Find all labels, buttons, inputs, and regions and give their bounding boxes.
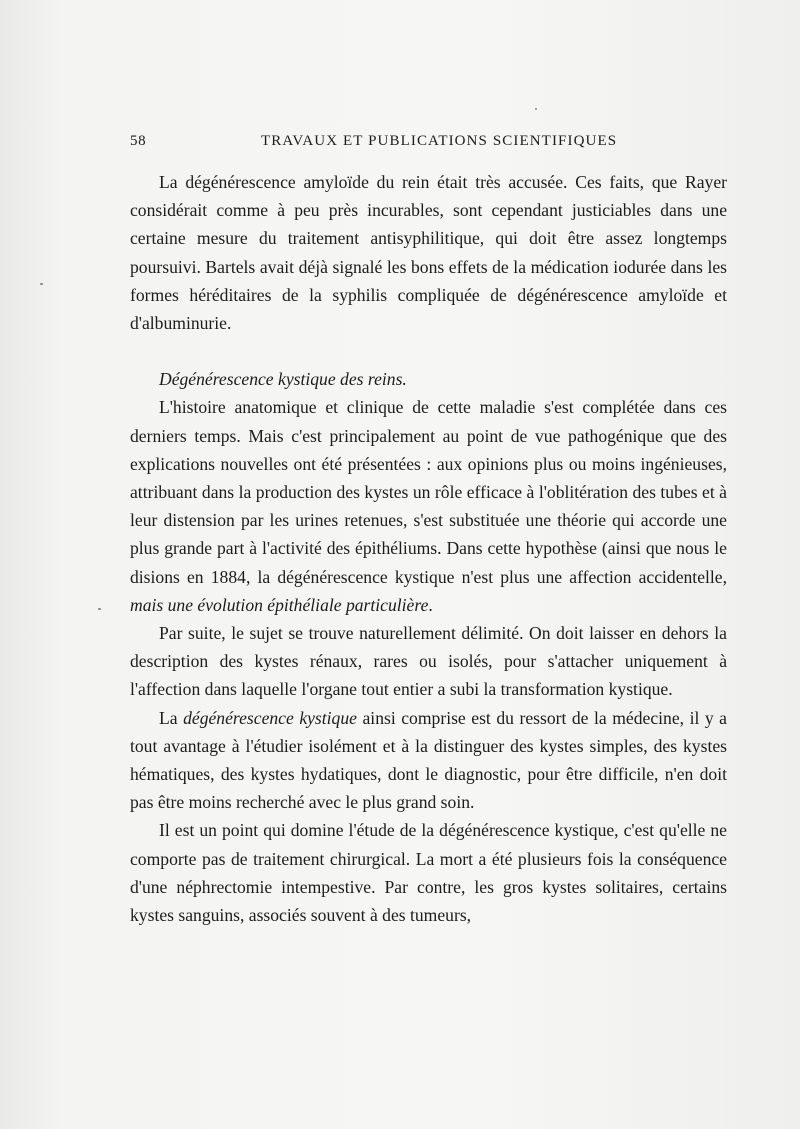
paragraph-amyloid: La dégénérescence amyloïde du rein était très accusée. Ces faits, que Rayer considérait comme à peu près incurables, sont cependant justiciables dans une certaine mesure du traitement antisyphilitique, qui doit être assez longtemps poursuivi. Bartels avait déjà signalé les bons effets de la médication iodurée dans les formes héréditaires de la syphilis compliquée de dégénérescence amyloïde et d'albuminurie.: [130, 172, 727, 334]
paragraph-history-end: .: [428, 594, 433, 615]
body-text: [130, 168, 727, 929]
paragraph-history: [130, 393, 727, 619]
paragraph-history-text: L'histoire anatomique et clinique de cette maladie s'est complétée dans ces derniers temps. Mais c'est principalement au point de vue pathogénique que des explications nouvelles ont été présentées : aux opinions plus ou moins ingénieuses, attribuant dans la production des kystes un rôle efficace à l'oblitération des tubes et à leur distension par les urines retenues, s'est substituée une théorie qui accorde une plus grande part à l'activité des épithéliums. Dans cette hypothèse (ainsi que nous le disions en 1884, la dégénérescence kystique n'est plus une affection accidentelle,: [130, 397, 727, 587]
page-number: 58: [130, 133, 147, 149]
scan-speck: [98, 608, 101, 610]
scan-speck: [40, 283, 43, 285]
paragraph-surgery: Il est un point qui domine l'étude de la dégénérescence kystique, c'est qu'elle ne comporte pas de traitement chirurgical. La mort a été plusieurs fois la conséquence d'une néphrectomie intempestive. Par contre, les gros kystes solitaires, certains kystes sanguins, associés souvent à des tumeurs,: [130, 820, 727, 926]
section-heading: Dégénérescence kystique des reins.: [159, 369, 407, 390]
page-header: [130, 133, 727, 153]
paragraph-delimitation: Par suite, le sujet se trouve naturellement délimité. On doit laisser en dehors la description des kystes rénaux, rares ou isolés, pour s'attacher uniquement à l'affection dans laquelle l'organe tout entier a subi la transformation kystique.: [130, 623, 727, 700]
paragraph-definition: [130, 704, 727, 817]
running-title: TRAVAUX ET PUBLICATIONS SCIENTIFIQUES: [261, 133, 618, 149]
paragraph-history-emphasis: mais une évolution épithéliale particulière: [130, 594, 429, 615]
paragraph-definition-emphasis: dégénérescence kystique: [183, 707, 357, 728]
scan-speck: [535, 108, 537, 110]
paragraph-definition-lead: La: [159, 707, 178, 728]
paragraph-definition-text: ainsi comprise est du ressort de la médecine, il y a tout avantage à l'étudier isolément et à la distinguer des kystes simples, des kystes hématiques, des kystes hydatiques, dont le diagnostic, pour être difficile, n'en doit pas être moins recherché avec le plus grand soin.: [130, 707, 727, 813]
